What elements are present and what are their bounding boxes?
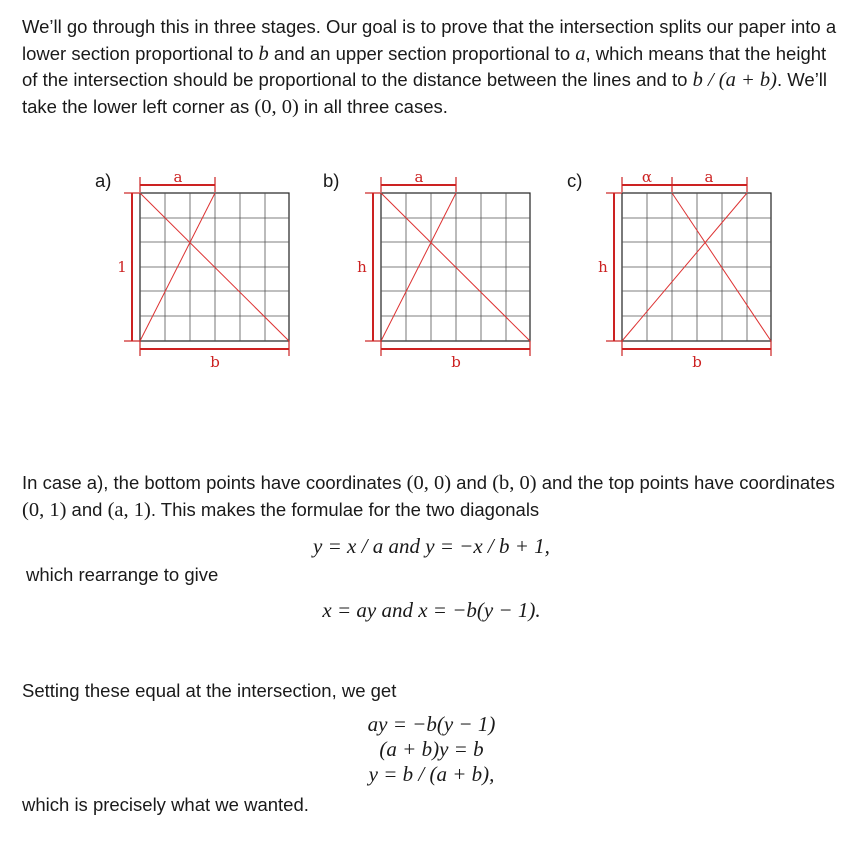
equation-line-2: (a + b)y = b <box>379 737 484 761</box>
case-a-paragraph <box>22 470 842 523</box>
intro-paragraph <box>22 14 842 120</box>
equation-rearranged: x = ay and x = −b(y − 1). <box>322 598 541 622</box>
math-a: a <box>575 42 586 65</box>
body-text: and <box>66 498 108 520</box>
dimension-top-alpha-a <box>622 177 747 192</box>
diagram-figures <box>0 150 863 380</box>
rearrange-text: which rearrange to give <box>26 564 219 585</box>
label-a: a <box>173 168 183 186</box>
math-point: (0, 0) <box>406 472 452 494</box>
paper-grid <box>622 193 771 341</box>
math-point: (0, 1) <box>22 498 67 521</box>
case-label-b: b) <box>323 170 340 191</box>
body-text: and the top points have coordinates <box>536 472 835 493</box>
math-origin: (0, 0) <box>254 95 299 118</box>
math-point: (b, 0) <box>492 472 537 494</box>
equation-diagonals: y = x / a and y = −x / b + 1, <box>313 534 550 558</box>
label-a: a <box>414 168 424 186</box>
label-b: b <box>692 353 702 371</box>
label-b: b <box>451 353 461 371</box>
label-b: b <box>210 353 220 371</box>
label-height: h <box>598 258 608 276</box>
label-height: 1 <box>117 258 127 276</box>
figure-c <box>567 168 771 371</box>
body-text: In case a), the bottom points have coordinates <box>22 472 407 493</box>
label-height: h <box>357 258 367 276</box>
label-a: a <box>704 168 714 186</box>
figure-b <box>323 168 530 371</box>
intro-text: in all three cases. <box>298 95 448 117</box>
label-alpha: α <box>641 168 653 186</box>
intro-text: We’ll go through this in three stages. Our goal is to prove that the intersection splits our paper into a lower section proportional to <box>22 16 837 64</box>
math-fraction: b / (a + b) <box>692 69 777 91</box>
figure-a <box>95 168 289 371</box>
equation-line-1: ay = −b(y − 1) <box>367 712 496 736</box>
dimension-side <box>606 193 622 341</box>
intro-text: and an upper section proportional to <box>268 42 576 64</box>
body-text: . This makes the formulae for the two diagonals <box>150 498 540 520</box>
dimension-side <box>365 193 381 341</box>
math-point: (a, 1) <box>107 498 151 521</box>
body-text: and <box>451 472 493 493</box>
equation-line-3: y = b / (a + b), <box>368 762 495 786</box>
intro-text: . We’ll take the lower left corner as <box>22 69 828 117</box>
setting-text: Setting these equal at the intersection, we get <box>22 680 397 701</box>
intro-text: , which means that the height of the intersection should be proportional to the distance between the lines and to <box>22 42 827 90</box>
case-label-a: a) <box>95 170 112 191</box>
case-label-c: c) <box>567 170 583 191</box>
conclusion-text: which is precisely what we wanted. <box>22 794 309 815</box>
math-b: b <box>258 42 269 65</box>
